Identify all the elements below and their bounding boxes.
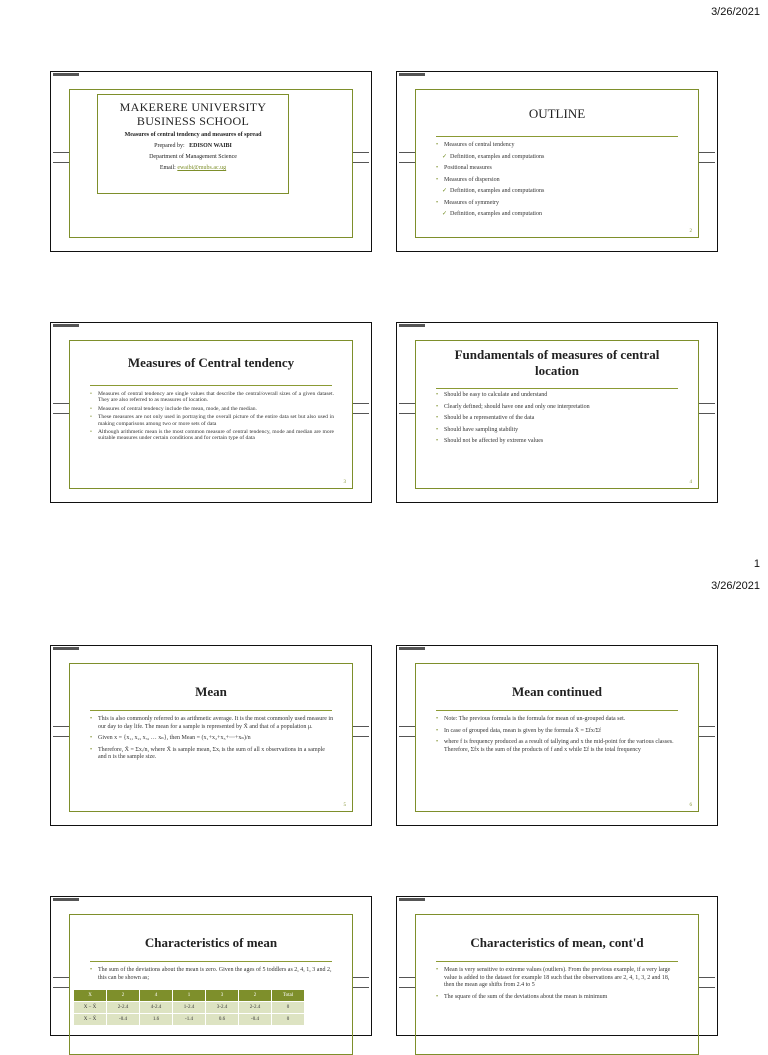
- slide-central-tendency: [50, 322, 372, 503]
- table-cell: 4: [140, 990, 173, 1002]
- table-cell: Total: [272, 990, 305, 1002]
- list-item: • Note: The previous formula is the formula for mean of un-grouped data set.: [436, 716, 680, 724]
- university-name: MAKERERE UNIVERSITY: [119, 100, 267, 114]
- school-name: BUSINESS SCHOOL: [136, 114, 250, 128]
- side-mark-right: [699, 726, 715, 737]
- slide-title: [50, 71, 372, 252]
- slide-header-mark: [53, 73, 79, 76]
- title-rule: [436, 710, 678, 711]
- list-item: ✓ Definition, examples and computation: [436, 211, 680, 219]
- slide-mean: [50, 645, 372, 826]
- table-cell: X: [74, 990, 107, 1002]
- slide-outline: [396, 71, 718, 252]
- slide-title-text: Measures of Central tendency: [127, 355, 295, 370]
- prepared-by: Prepared by: EDISON WAIBI: [154, 143, 232, 149]
- list-item: • Should be a representative of the data: [436, 415, 680, 423]
- list-item: • Measures of symmetry: [436, 200, 680, 208]
- page-number: 1: [753, 558, 760, 570]
- side-mark-right: [353, 403, 369, 414]
- slide-header-mark: [53, 324, 79, 327]
- bullet-list: [436, 967, 680, 1005]
- side-mark-left: [399, 977, 415, 988]
- table-cell: 0: [272, 1014, 305, 1026]
- bullet-list: [436, 392, 680, 450]
- side-mark-left: [399, 403, 415, 414]
- department: Department of Management Science: [149, 154, 237, 160]
- list-item: • Should have sampling stability: [436, 427, 680, 435]
- slide-frame: [415, 89, 699, 238]
- side-mark-left: [53, 152, 69, 163]
- table-cell: 0: [272, 1002, 305, 1014]
- list-item: • In case of grouped data, mean is given by the formula X̄ = Σfx/Σf: [436, 728, 680, 736]
- slide-number: 2: [689, 229, 692, 234]
- side-mark-left: [53, 403, 69, 414]
- slide-header-mark: [399, 73, 425, 76]
- title-rule: [436, 961, 678, 962]
- list-item: • Should not be affected by extreme values: [436, 438, 680, 446]
- side-mark-right: [353, 152, 369, 163]
- bullet-list: [90, 716, 334, 766]
- slide-title-text: Characteristics of mean, cont'd: [470, 935, 644, 950]
- slide-number: 6: [689, 803, 692, 808]
- slide-title-text: Mean: [195, 684, 227, 699]
- table-cell: 1: [173, 990, 206, 1002]
- table-cell: -1.4: [173, 1014, 206, 1026]
- table-cell: X − X̄: [74, 1014, 107, 1026]
- side-mark-left: [53, 726, 69, 737]
- slide-header-mark: [53, 898, 79, 901]
- title-rule: [90, 710, 332, 711]
- slide-header-mark: [53, 647, 79, 650]
- table-cell: 3-2.4: [206, 1002, 239, 1014]
- slide-title-text: Fundamentals of measures of central location: [454, 347, 660, 378]
- title-rule: [90, 961, 332, 962]
- title-rule: [90, 385, 332, 386]
- table-cell: 4-2.4: [140, 1002, 173, 1014]
- slide-title-text: OUTLINE: [528, 106, 586, 121]
- side-mark-right: [353, 977, 369, 988]
- slide-frame: [69, 914, 353, 1055]
- slide-characteristics-mean: [50, 896, 372, 1036]
- date-header-bottom: 3/26/2021: [711, 580, 760, 592]
- list-item: • Therefore, X̄ = Σxᵢ/n, where X̄ is sample mean, Σxᵢ is the sum of all x observations in a sample and n is the sample size.: [90, 747, 334, 762]
- date-header-top: 3/26/2021: [711, 6, 760, 18]
- table-cell: X − X̄: [74, 1002, 107, 1014]
- slide-title-text: Characteristics of mean: [144, 935, 278, 950]
- side-mark-right: [353, 726, 369, 737]
- list-item: • Given x = {x₁, x₂, x₃, … xₙ}, then Mean = (x₁+x₂+x₃+⋯+xₙ)/n: [90, 735, 334, 743]
- list-item: • Mean is very sensitive to extreme values (outliers). From the previous example, if a very large value is added to the dataset for example 18 such that the observations are 2, 4, 1, 3, 2 and 18, then the mean age shifts from 2.4 to 5: [436, 967, 680, 990]
- slide-characteristics-mean-contd: [396, 896, 718, 1036]
- list-item: • The square of the sum of the deviations about the mean is minimum: [436, 994, 680, 1002]
- slide-number: 5: [343, 803, 346, 808]
- list-item: • Measures of central tendency include the mean, mode, and the median.: [90, 406, 334, 412]
- topic-subtitle: Measures of central tendency and measures of spread: [124, 132, 262, 138]
- slide-header-mark: [399, 647, 425, 650]
- list-item: • Measures of central tendency are single values that describe the central/overall sizes of a given dataset. They are also referred to as measures of location.: [90, 391, 334, 404]
- table-cell: 1.6: [140, 1014, 173, 1026]
- table-cell: 2: [239, 990, 272, 1002]
- side-mark-left: [53, 977, 69, 988]
- side-mark-right: [699, 403, 715, 414]
- table-cell: 2-2.4: [239, 1002, 272, 1014]
- list-item: ✓ Definition, examples and computations: [436, 188, 680, 196]
- list-item: • where f is frequency produced as a result of tallying and x the mid-point for the various classes. Therefore, Σfx is the sum of the products of f and x while Σf is the total frequency: [436, 739, 680, 754]
- list-item: • This is also commonly referred to as arithmetic average. It is the most commonly used measure in our day to day life. The mean for a sample is represented by X̄ and that of a population μ.: [90, 716, 334, 731]
- side-mark-left: [399, 152, 415, 163]
- list-item: • Clearly defined; should have one and only one interpretation: [436, 404, 680, 412]
- slide-frame: [69, 340, 353, 489]
- list-item: • Although arithmetic mean is the most common measure of central tendency, mode and median are more suitable measures under certain conditions and for certain type of data: [90, 429, 334, 442]
- title-box: [97, 94, 289, 194]
- slide-frame: [415, 914, 699, 1055]
- list-item: • Measures of dispersion: [436, 177, 680, 185]
- table-cell: 3: [206, 990, 239, 1002]
- slide-number: 4: [689, 480, 692, 485]
- table-cell: -0.4: [107, 1014, 140, 1026]
- slide-mean-continued: [396, 645, 718, 826]
- slide-frame: [69, 663, 353, 812]
- table-cell: 2: [107, 990, 140, 1002]
- list-item: ✓ Definition, examples and computations: [436, 154, 680, 162]
- slide-number: 3: [343, 480, 346, 485]
- slide-header-mark: [399, 324, 425, 327]
- list-item: • Should be easy to calculate and understand: [436, 392, 680, 400]
- list-item: • The sum of the deviations about the mean is zero. Given the ages of 5 toddlers as 2, 4, 1, 3 and 2, this can be shown as;: [90, 967, 334, 982]
- bullet-list: [90, 967, 334, 986]
- table-cell: -0.4: [239, 1014, 272, 1026]
- bullet-list: [90, 391, 334, 444]
- slide-frame: [415, 340, 699, 489]
- side-mark-left: [399, 726, 415, 737]
- email-line: Email: ewaibi@mubs.ac.ug: [159, 165, 227, 171]
- slide-title-text: Mean continued: [512, 684, 602, 699]
- email-link[interactable]: ewaibi@mubs.ac.ug: [177, 165, 227, 171]
- side-mark-right: [699, 152, 715, 163]
- table-cell: 0.6: [206, 1014, 239, 1026]
- slide-fundamentals: [396, 322, 718, 503]
- table-cell: 1-2.4: [173, 1002, 206, 1014]
- table-cell: 2-2.4: [107, 1002, 140, 1014]
- title-rule: [436, 388, 678, 389]
- side-mark-right: [699, 977, 715, 988]
- slide-frame: [415, 663, 699, 812]
- list-item: • Measures of central tendency: [436, 142, 680, 150]
- title-rule: [436, 136, 678, 137]
- list-item: • These measures are not only used in portraying the overall picture of the entire data set but also used in making comparisons among two or more sets of data: [90, 414, 334, 427]
- outline-list: [436, 142, 680, 223]
- bullet-list: [436, 716, 680, 758]
- deviation-table: [73, 989, 305, 1026]
- list-item: • Positional measures: [436, 165, 680, 173]
- slide-header-mark: [399, 898, 425, 901]
